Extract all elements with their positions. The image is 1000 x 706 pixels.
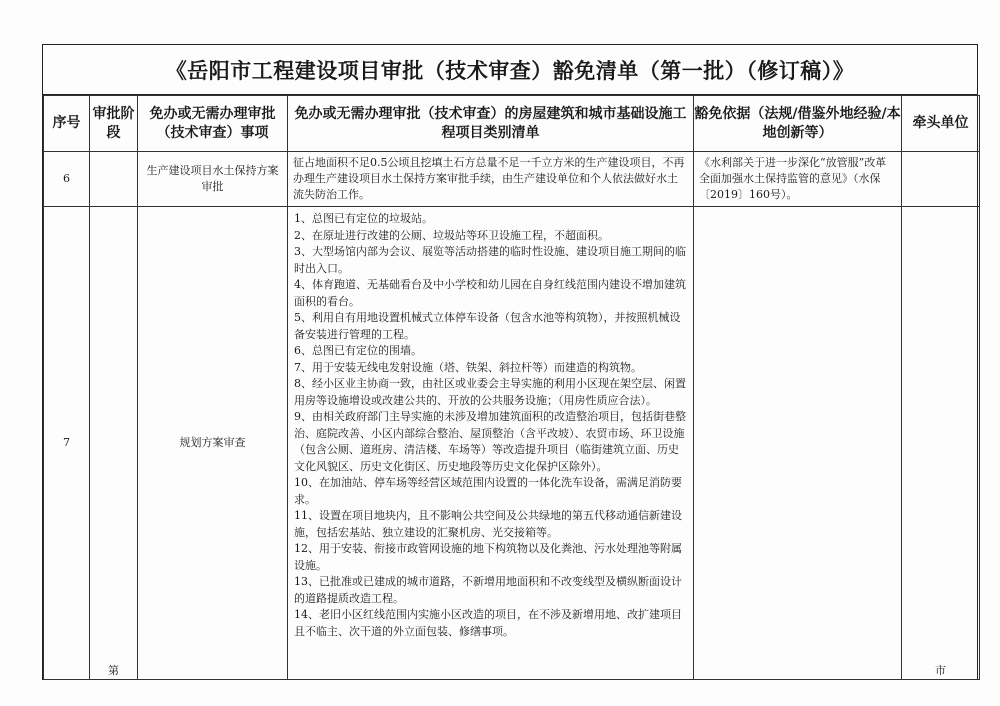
exemption-table [43, 95, 980, 680]
header-category: 免办或无需办理审批（技术审查）的房屋建筑和城市基础设施工程项目类别清单 [288, 96, 694, 152]
list-item: 12、用于安装、衔接市政管网设施的地下构筑物以及化粪池、污水处理池等附属设施。 [294, 542, 682, 572]
list-item: 14、老旧小区红线范围内实施小区改造的项目，在不涉及新增用地、改扩建项目且不临主、次干道的外立面包装、修缮事项。 [294, 608, 682, 638]
list-item: 7、用于安装无线电发射设施（塔、铁架、斜拉杆等）而建造的构筑物。 [294, 360, 642, 374]
row-item: 生产建设项目水土保持方案审批 [138, 152, 288, 207]
list-item: 1、总图已有定位的垃圾站。 [294, 212, 433, 225]
header-stage: 审批阶段 [90, 96, 138, 152]
row-lead-text: 市 [935, 664, 946, 677]
row-basis [694, 207, 902, 680]
table-header-row [44, 96, 980, 152]
row-stage-text: 第 [108, 664, 119, 677]
list-item: 2、在原址进行改建的公厕、垃圾站等环卫设施工程，不超面积。 [294, 228, 609, 242]
row-stage [90, 207, 138, 680]
row-category: 征占地面积不足0.5公顷且挖填土石方总量不足一千立方米的生产建设项目，不再办理生产建设项目水土保持方案审批手续，由生产建设单位和个人依法做好水土流失防治工作。 [288, 152, 694, 207]
list-item: 8、经小区业主协商一致，由社区或业委会主导实施的利用小区现在架空层、闲置用房等设施增设或改建公共的、开放的公共服务设施；（用房性质应合法）。 [294, 377, 686, 407]
row-lead [902, 152, 980, 207]
row-lead [902, 207, 980, 680]
row-category-list [288, 207, 694, 680]
row-seq: 6 [44, 152, 90, 207]
row-seq: 7 [44, 207, 90, 680]
table-row [44, 152, 980, 207]
exemption-list-sheet [42, 44, 978, 680]
document-title: 《岳阳市工程建设项目审批（技术审查）豁免清单（第一批）（修订稿）》 [43, 45, 977, 95]
list-item: 11、设置在项目地块内，且不影响公共空间及公共绿地的第五代移动通信新建设施，包括宏基站、独立建设的汇聚机房、光交接箱等。 [294, 509, 682, 539]
header-lead: 牵头单位 [902, 96, 980, 152]
list-item: 4、体育跑道、无基础看台及中小学校和幼儿园在自身红线范围内建设不增加建筑面积的看台。 [294, 278, 686, 308]
header-basis: 豁免依据（法规/借鉴外地经验/本地创新等） [694, 96, 902, 152]
header-item: 免办或无需办理审批（技术审查）事项 [138, 96, 288, 152]
header-seq: 序号 [44, 96, 90, 152]
list-item: 6、总图已有定位的围墙。 [294, 344, 422, 357]
table-row [44, 207, 980, 680]
row-stage [90, 152, 138, 207]
row-basis: 《水利部关于进一步深化“放管服”改革全面加强水土保持监管的意见》（水保〔2019〕160号）。 [694, 152, 902, 207]
list-item: 13、已批准或已建成的城市道路，不新增用地面积和不改变线型及横纵断面设计的道路提质改造工程。 [294, 575, 682, 605]
list-item: 9、由相关政府部门主导实施的未涉及增加建筑面积的改造整治项目，包括街巷整治、庭院改善、小区内部综合整治、屋顶整治（含平改坡）、农贸市场、环卫设施（包含公厕、道班房、清洁楼、车场等）等改造提升项目（临街建筑立面、历史文化风貌区、历史文化街区、历史地段等历史文化保护区除外）。 [294, 410, 686, 473]
list-item: 3、大型场馆内部为会议、展览等活动搭建的临时性设施、建设项目施工期间的临时出入口。 [294, 245, 686, 275]
list-item: 10、在加油站、停车场等经营区域范围内设置的一体化洗车设备，需满足消防要求。 [294, 476, 682, 506]
list-item: 5、利用自有用地设置机械式立体停车设备（包含水池等构筑物），并按照机械设备安装进行管理的工程。 [294, 311, 681, 341]
row-item: 规划方案审查 [138, 207, 288, 680]
